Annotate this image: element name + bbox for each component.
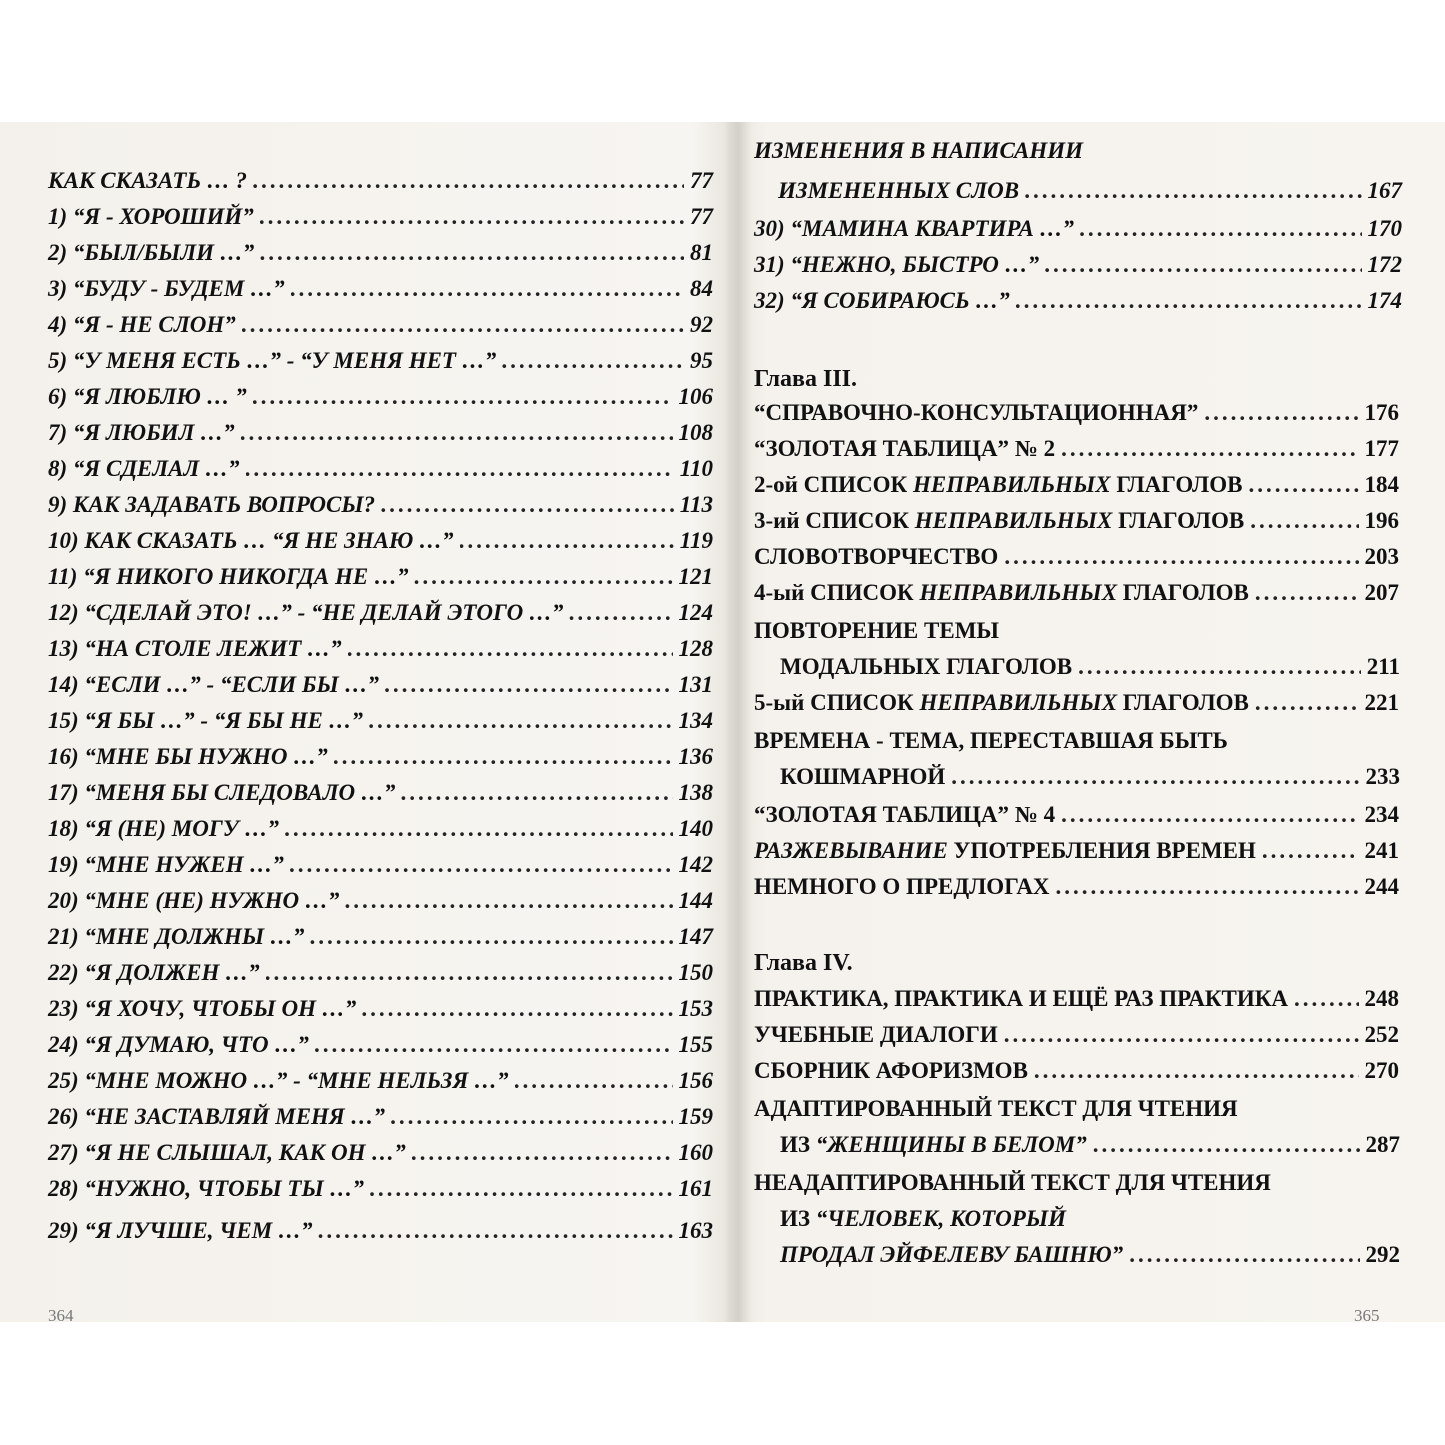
toc-entry-title: 14) “ЕСЛИ …” - “ЕСЛИ БЫ …” [48, 672, 379, 697]
toc-entry [754, 872, 1399, 902]
toc-entry-title: СБОРНИК АФОРИЗМОВ [754, 1058, 1028, 1083]
toc-entry [780, 1130, 1400, 1160]
right-page [752, 122, 1445, 1322]
toc-entry-page: 106 [678, 384, 713, 409]
toc-entry-title: 22) “Я ДОЛЖЕН …” [48, 960, 260, 985]
toc-entry [754, 688, 1399, 718]
book-spread [0, 122, 1445, 1322]
toc-entry [48, 886, 713, 916]
toc-entry [48, 742, 713, 772]
toc-entry-page: 248 [1364, 986, 1399, 1011]
toc-entry-title: 10) КАК СКАЗАТЬ … “Я НЕ ЗНАЮ …” [48, 528, 454, 553]
toc-entry [48, 238, 713, 268]
toc-entry [754, 398, 1399, 428]
toc-entry-page: 203 [1364, 544, 1399, 569]
toc-entry-page: 77 [690, 204, 713, 229]
toc-entry-title: 1) “Я - ХОРОШИЙ” [48, 204, 254, 229]
toc-entry-title: 29) “Я ЛУЧШЕ, ЧЕМ …” [48, 1218, 313, 1243]
toc-entry [48, 1030, 713, 1060]
toc-entry [48, 274, 713, 304]
toc-entry-title: 4) “Я - НЕ СЛОН” [48, 312, 236, 337]
toc-entry-title: РАЗЖЕВЫВАНИЕ УПОТРЕБЛЕНИЯ ВРЕМЕН [754, 838, 1256, 863]
toc-entry-page: 134 [678, 708, 713, 733]
toc-entry [754, 250, 1402, 280]
toc-entry [48, 670, 713, 700]
toc-entry-page: 177 [1364, 436, 1399, 461]
toc-entry-title: ВРЕМЕНА - ТЕМА, ПЕРЕСТАВШАЯ БЫТЬ [754, 728, 1228, 753]
toc-entry [48, 598, 713, 628]
toc-entry-title: 31) “НЕЖНО, БЫСТРО …” [754, 252, 1040, 277]
toc-entry-title: УЧЕБНЫЕ ДИАЛОГИ [754, 1022, 998, 1047]
toc-entry [48, 346, 713, 376]
toc-entry-page: 270 [1364, 1058, 1399, 1083]
toc-entry-page: 110 [679, 456, 713, 481]
toc-entry [48, 1216, 713, 1246]
toc-entry [754, 542, 1399, 572]
toc-entry-title: КАК СКАЗАТЬ … ? [48, 168, 248, 193]
toc-entry-title: 27) “Я НЕ СЛЫШАЛ, КАК ОН …” [48, 1140, 406, 1165]
toc-entry-title: ИЗ “ЖЕНЩИНЫ В БЕЛОМ” [780, 1132, 1087, 1157]
toc-entry-page: 95 [690, 348, 713, 373]
toc-entry-title: 6) “Я ЛЮБЛЮ … ” [48, 384, 247, 409]
toc-entry-page: 84 [690, 276, 713, 301]
toc-entry [780, 652, 1400, 682]
toc-entry [48, 778, 713, 808]
toc-entry-page: 144 [678, 888, 713, 913]
toc-entry [48, 166, 713, 196]
toc-entry [48, 814, 713, 844]
toc-entry-page: 167 [1367, 178, 1402, 203]
toc-entry-title: 21) “МНЕ ДОЛЖНЫ …” [48, 924, 305, 949]
toc-entry-title: 20) “МНЕ (НЕ) НУЖНО …” [48, 888, 340, 913]
toc-entry-title: ПОВТОРЕНИЕ ТЕМЫ [754, 618, 999, 643]
toc-entry [48, 310, 713, 340]
toc-entry [48, 634, 713, 664]
toc-entry-page: 92 [690, 312, 713, 337]
toc-entry [48, 202, 713, 232]
toc-entry-title: СЛОВОТВОРЧЕСТВО [754, 544, 999, 569]
toc-entry-page: 234 [1364, 802, 1399, 827]
toc-entry-title: “СПРАВОЧНО-КОНСУЛЬТАЦИОННАЯ” [754, 400, 1199, 425]
toc-entry [754, 214, 1402, 244]
toc-entry [754, 506, 1399, 536]
toc-entry-title: 7) “Я ЛЮБИЛ …” [48, 420, 235, 445]
toc-entry-page: 252 [1364, 1022, 1399, 1047]
left-page [0, 122, 740, 1322]
toc-entry-page: 113 [679, 492, 713, 517]
toc-entry [48, 850, 713, 880]
toc-entry [754, 1056, 1399, 1086]
toc-entry [48, 958, 713, 988]
toc-entry-page: 128 [678, 636, 713, 661]
toc-entry-title: 2) “БЫЛ/БЫЛИ …” [48, 240, 255, 265]
toc-entry [48, 562, 713, 592]
toc-entry [780, 762, 1400, 792]
toc-entry-page: 124 [678, 600, 713, 625]
toc-entry-page: 77 [690, 168, 713, 193]
toc-entry-page: 184 [1364, 472, 1399, 497]
toc-entry-title: 11) “Я НИКОГО НИКОГДА НЕ …” [48, 564, 409, 589]
toc-entry [48, 1138, 713, 1168]
chapter-heading: Глава III. [754, 366, 858, 392]
toc-entry [48, 1066, 713, 1096]
toc-entry-page: 241 [1364, 838, 1399, 863]
toc-entry-page: 108 [678, 420, 713, 445]
toc-entry [754, 726, 1228, 756]
toc-entry-page: 287 [1365, 1132, 1400, 1157]
toc-entry-title: 9) КАК ЗАДАВАТЬ ВОПРОСЫ? [48, 492, 376, 517]
toc-entry-title: 2-ой СПИСОК НЕПРАВИЛЬНЫХ ГЛАГОЛОВ [754, 472, 1243, 497]
toc-entry-page: 221 [1364, 690, 1399, 715]
toc-entry-title: 3) “БУДУ - БУДЕМ …” [48, 276, 285, 301]
toc-entry-title: 8) “Я СДЕЛАЛ …” [48, 456, 240, 481]
toc-entry-title: “ЗОЛОТАЯ ТАБЛИЦА” № 2 [754, 436, 1056, 461]
toc-entry [754, 1094, 1238, 1124]
toc-entry [48, 490, 713, 520]
toc-entry-page: 147 [678, 924, 713, 949]
toc-entry-title: 17) “МЕНЯ БЫ СЛЕДОВАЛО …” [48, 780, 396, 805]
toc-entry-title: “ЗОЛОТАЯ ТАБЛИЦА” № 4 [754, 802, 1056, 827]
toc-entry-page: 136 [678, 744, 713, 769]
toc-entry-page: 138 [678, 780, 713, 805]
right-page-number: 365 [1354, 1306, 1380, 1322]
toc-entry-title: 12) “СДЕЛАЙ ЭТО! …” - “НЕ ДЕЛАЙ ЭТОГО …” [48, 600, 564, 625]
toc-entry-page: 159 [678, 1104, 713, 1129]
toc-entry-title: 30) “МАМИНА КВАРТИРА …” [754, 216, 1075, 241]
toc-entry-page: 161 [678, 1176, 713, 1201]
toc-entry-page: 207 [1364, 580, 1399, 605]
toc-entry-title: 28) “НУЖНО, ЧТОБЫ ТЫ …” [48, 1176, 365, 1201]
toc-entry [48, 922, 713, 952]
toc-entry-page: 244 [1364, 874, 1399, 899]
toc-entry [754, 136, 1083, 166]
toc-entry [754, 434, 1399, 464]
toc-entry-title: 24) “Я ДУМАЮ, ЧТО …” [48, 1032, 309, 1057]
toc-entry [780, 1240, 1400, 1270]
toc-entry-page: 172 [1367, 252, 1402, 277]
toc-entry-title: 5) “У МЕНЯ ЕСТЬ …” - “У МЕНЯ НЕТ …” [48, 348, 497, 373]
toc-entry-page: 153 [678, 996, 713, 1021]
toc-entry [754, 1020, 1399, 1050]
toc-entry-page: 131 [678, 672, 713, 697]
toc-entry-page: 156 [678, 1068, 713, 1093]
toc-entry [48, 454, 713, 484]
chapter-heading: Глава IV. [754, 950, 853, 976]
toc-entry-title: НЕАДАПТИРОВАННЫЙ ТЕКСТ ДЛЯ ЧТЕНИЯ [754, 1170, 1271, 1195]
toc-entry-page: 160 [678, 1140, 713, 1165]
toc-entry [48, 994, 713, 1024]
toc-entry [754, 578, 1399, 608]
toc-entry [48, 706, 713, 736]
toc-entry-title: 26) “НЕ ЗАСТАВЛЯЙ МЕНЯ …” [48, 1104, 386, 1129]
toc-entry [780, 1204, 1066, 1234]
toc-entry [754, 800, 1399, 830]
toc-entry-page: 211 [1366, 654, 1400, 679]
toc-entry [754, 836, 1399, 866]
toc-entry-title: ИЗ “ЧЕЛОВЕК, КОТОРЫЙ [780, 1206, 1067, 1231]
toc-entry-page: 233 [1365, 764, 1400, 789]
toc-entry [48, 382, 713, 412]
toc-entry-page: 292 [1365, 1242, 1400, 1267]
toc-entry [754, 470, 1399, 500]
toc-entry-page: 155 [678, 1032, 713, 1057]
toc-entry [754, 286, 1402, 316]
toc-entry [754, 1168, 1271, 1198]
toc-entry [48, 418, 713, 448]
toc-entry-page: 142 [678, 852, 713, 877]
toc-entry-page: 81 [690, 240, 713, 265]
toc-entry [48, 1174, 713, 1204]
toc-entry-page: 196 [1364, 508, 1399, 533]
toc-entry-title: ПРАКТИКА, ПРАКТИКА И ЕЩЁ РАЗ ПРАКТИКА [754, 986, 1289, 1011]
toc-entry-title: 23) “Я ХОЧУ, ЧТОБЫ ОН …” [48, 996, 357, 1021]
toc-entry-title: 3-ий СПИСОК НЕПРАВИЛЬНЫХ ГЛАГОЛОВ [754, 508, 1245, 533]
toc-entry-title: ИЗМЕНЕННЫХ СЛОВ [778, 178, 1020, 203]
toc-entry-title: 19) “МНЕ НУЖЕН …” [48, 852, 284, 877]
left-page-number: 364 [48, 1306, 74, 1322]
toc-entry-page: 140 [678, 816, 713, 841]
toc-entry-title: 18) “Я (НЕ) МОГУ …” [48, 816, 280, 841]
toc-entry-page: 176 [1364, 400, 1399, 425]
toc-entry-title: АДАПТИРОВАННЫЙ ТЕКСТ ДЛЯ ЧТЕНИЯ [754, 1096, 1238, 1121]
toc-entry-title: 16) “МНЕ БЫ НУЖНО …” [48, 744, 328, 769]
toc-entry-title: 5-ый СПИСОК НЕПРАВИЛЬНЫХ ГЛАГОЛОВ [754, 690, 1249, 715]
toc-entry-title: ИЗМЕНЕНИЯ В НАПИСАНИИ [754, 138, 1083, 163]
toc-entry [48, 526, 713, 556]
toc-entry-title: НЕМНОГО О ПРЕДЛОГАХ [754, 874, 1050, 899]
toc-entry-title: МОДАЛЬНЫХ ГЛАГОЛОВ [780, 654, 1073, 679]
toc-entry-page: 119 [679, 528, 713, 553]
toc-entry-title: 4-ый СПИСОК НЕПРАВИЛЬНЫХ ГЛАГОЛОВ [754, 580, 1249, 605]
toc-entry-page: 163 [678, 1218, 713, 1243]
toc-entry-title: 15) “Я БЫ …” - “Я БЫ НЕ …” [48, 708, 364, 733]
toc-entry-page: 170 [1367, 216, 1402, 241]
toc-entry-page: 121 [678, 564, 713, 589]
toc-entry [754, 984, 1399, 1014]
toc-entry [48, 1102, 713, 1132]
toc-entry-title: ПРОДАЛ ЭЙФЕЛЕВУ БАШНЮ” [780, 1242, 1124, 1267]
toc-entry-title: 13) “НА СТОЛЕ ЛЕЖИТ …” [48, 636, 342, 661]
toc-entry-title: 32) “Я СОБИРАЮСЬ …” [754, 288, 1010, 313]
toc-entry-title: 25) “МНЕ МОЖНО …” - “МНЕ НЕЛЬЗЯ …” [48, 1068, 509, 1093]
toc-entry [778, 176, 1402, 206]
toc-entry-page: 150 [678, 960, 713, 985]
toc-entry [754, 616, 999, 646]
toc-entry-page: 174 [1367, 288, 1402, 313]
toc-entry-title: КОШМАРНОЙ [780, 764, 946, 789]
